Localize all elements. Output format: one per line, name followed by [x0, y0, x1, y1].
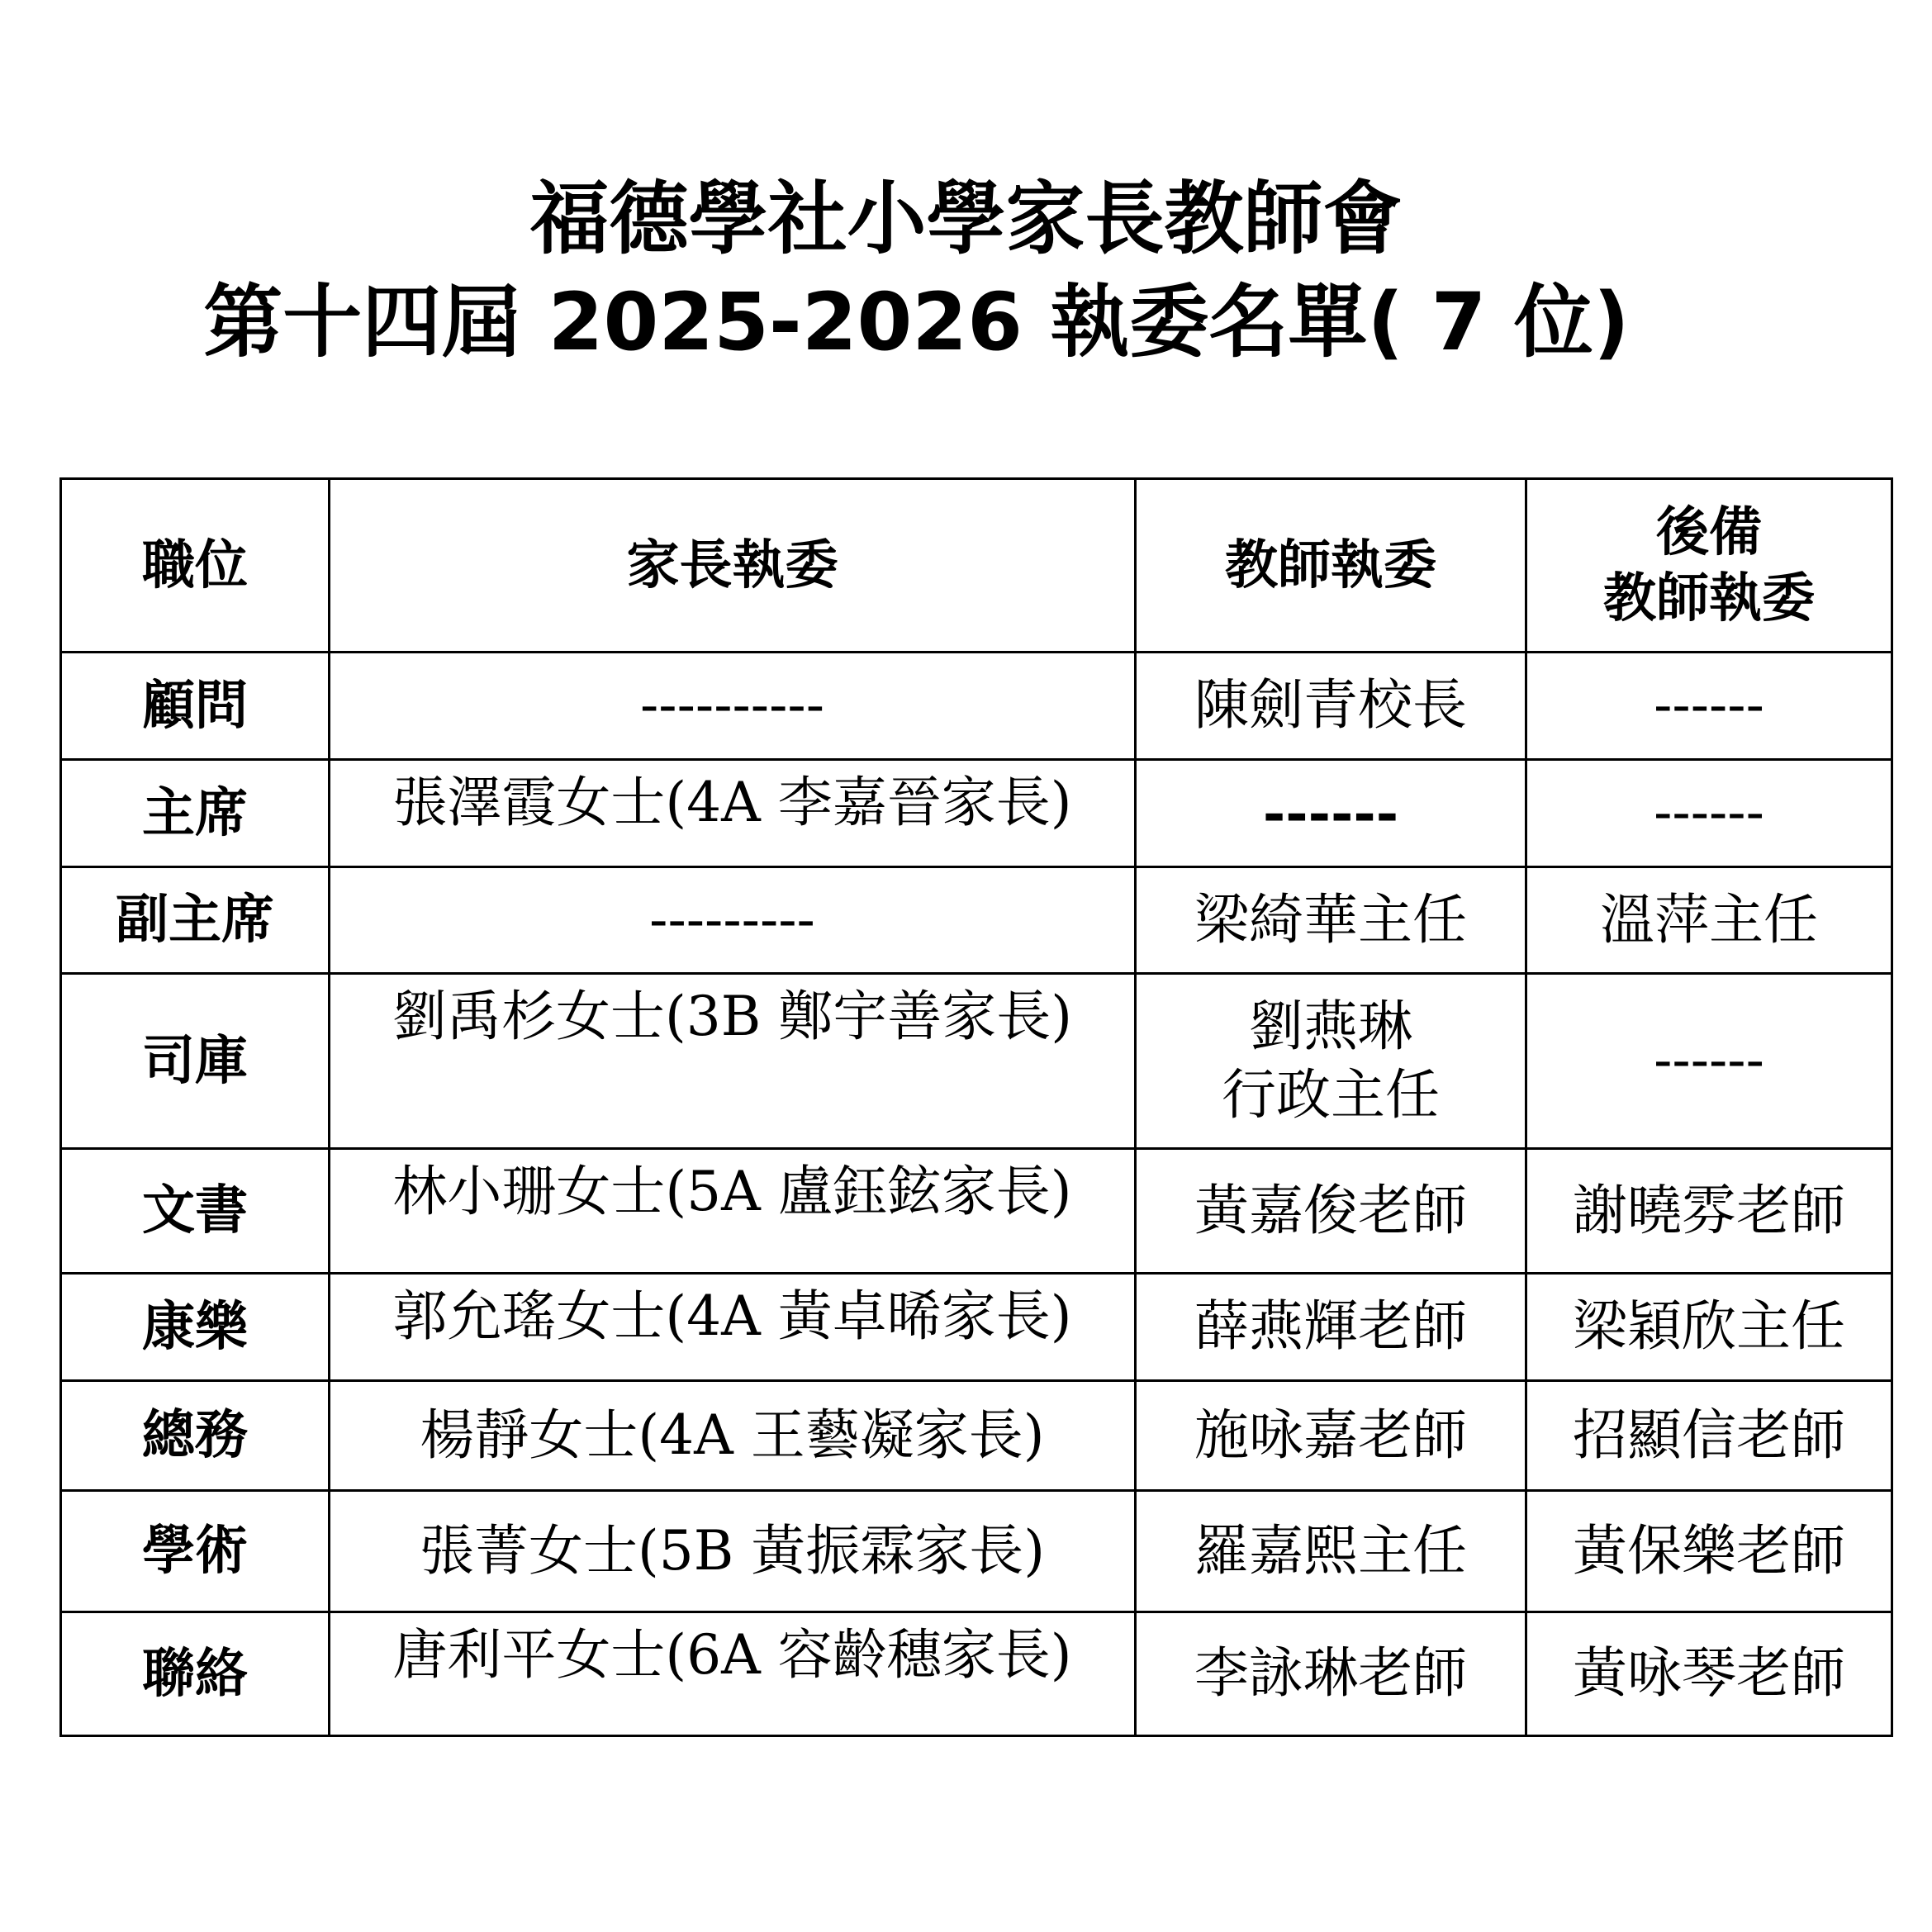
teacher-cell: 黃嘉俊老師 — [1136, 1149, 1526, 1274]
parent-cell: 張澤霞女士(4A 李嘉晉家長) — [330, 760, 1136, 867]
backup-cell: 溫萍主任 — [1526, 867, 1892, 974]
parent-cell: --------- — [330, 867, 1136, 974]
position-cell: 主席 — [61, 760, 330, 867]
teacher-title-line: 行政主任 — [1222, 1062, 1440, 1127]
position-cell: 副主席 — [61, 867, 330, 974]
teacher-name-line: 劉燕琳 — [1249, 994, 1412, 1058]
backup-cell: 招顯信老師 — [1526, 1381, 1892, 1491]
table-row — [61, 760, 1892, 867]
teacher-cell — [1136, 974, 1526, 1149]
backup-cell: ------ — [1526, 653, 1892, 760]
position-cell: 總務 — [61, 1381, 330, 1491]
parent-cell: 楊靜女士(4A 王藝凝家長) — [330, 1381, 1136, 1491]
position-cell: 聯絡 — [61, 1612, 330, 1736]
header-row — [61, 479, 1892, 653]
teacher-cell: 陳劍青校長 — [1136, 653, 1526, 760]
table-row — [61, 1491, 1892, 1612]
parent-cell: 林小珊女士(5A 盧鈺鉉家長) — [330, 1149, 1136, 1274]
header-parent-committee: 家長執委 — [330, 479, 1136, 653]
header-backup-line1: 後備 — [1656, 501, 1762, 563]
page-title: 福德學社小學家長教師會 — [529, 173, 1403, 265]
header-backup-committee — [1526, 479, 1892, 653]
header-teacher-committee: 教師執委 — [1136, 479, 1526, 653]
backup-cell: 黃保樂老師 — [1526, 1491, 1892, 1612]
parent-cell: 劉禹杉女士(3B 鄭宇善家長) — [330, 974, 1136, 1149]
backup-cell: 梁穎欣主任 — [1526, 1274, 1892, 1381]
teacher-cell: 李詠琳老師 — [1136, 1612, 1526, 1736]
teacher-cell: 梁綺華主任 — [1136, 867, 1526, 974]
backup-cell: ------ — [1526, 760, 1892, 867]
teacher-cell: 薛燕輝老師 — [1136, 1274, 1526, 1381]
table-row — [61, 1149, 1892, 1274]
position-cell: 顧問 — [61, 653, 330, 760]
backup-cell: 謝曉雰老師 — [1526, 1149, 1892, 1274]
teacher-cell: 羅嘉熙主任 — [1136, 1491, 1526, 1612]
table-row — [61, 974, 1892, 1149]
position-cell: 學術 — [61, 1491, 330, 1612]
position-cell: 康樂 — [61, 1274, 330, 1381]
table-row — [61, 1612, 1892, 1736]
parent-cell: ---------- — [330, 653, 1136, 760]
backup-cell: 黃咏琴老師 — [1526, 1612, 1892, 1736]
parent-cell: 郭允瑤女士(4A 黃卓晞家長) — [330, 1274, 1136, 1381]
backup-cell: ------ — [1526, 974, 1892, 1149]
position-cell: 文書 — [61, 1149, 330, 1274]
teacher-cell: ------ — [1136, 760, 1526, 867]
committee-table — [59, 477, 1893, 1737]
parent-cell: 唐利平女士(6A 容齡穗家長) — [330, 1612, 1136, 1736]
teacher-cell: 施咏嘉老師 — [1136, 1381, 1526, 1491]
table-row — [61, 1381, 1892, 1491]
parent-cell: 張菁女士(5B 黃振霖家長) — [330, 1491, 1136, 1612]
header-position: 職位 — [61, 479, 330, 653]
table-row — [61, 867, 1892, 974]
header-backup-line2: 教師執委 — [1603, 567, 1815, 629]
position-cell: 司庫 — [61, 974, 330, 1149]
table-row — [61, 653, 1892, 760]
table-row — [61, 1274, 1892, 1381]
page-subtitle: 第十四屆 2025-2026 執委名單( 7 位) — [203, 276, 1630, 368]
